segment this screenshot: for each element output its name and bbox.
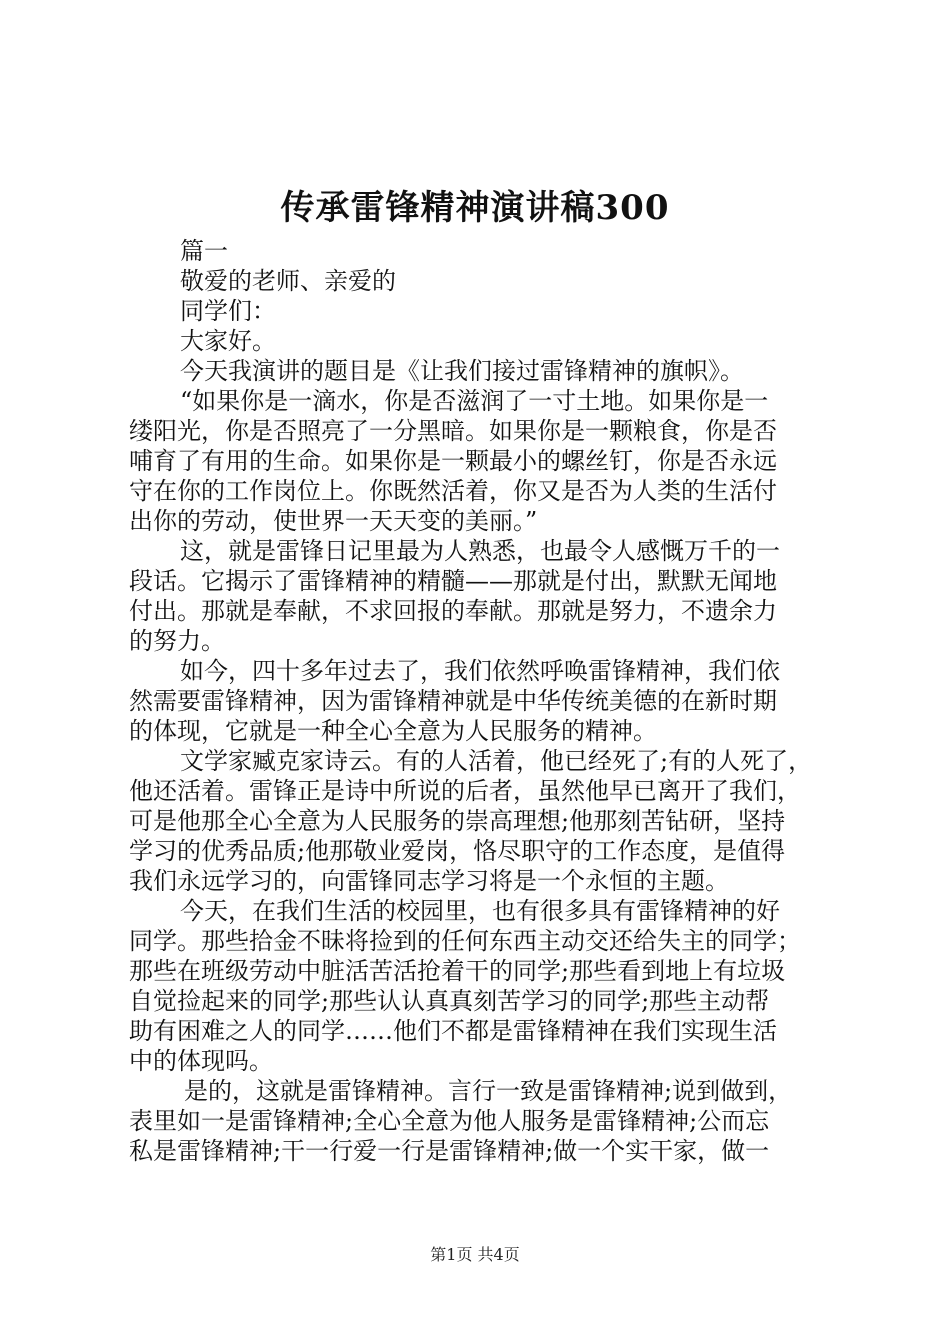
- text-line: 助有困难之人的同学……他们不都是雷锋精神在我们实现生活: [129, 1017, 777, 1045]
- text-line: 付出。那就是奉献，不求回报的奉献。那就是努力，不遗余力: [129, 597, 777, 625]
- text-line: 自觉捡起来的同学;那些认认真真刻苦学习的同学;那些主动帮: [129, 987, 770, 1015]
- text-line: 大家好。: [180, 327, 276, 355]
- text-line: 那些在班级劳动中脏活苦活抢着干的同学;那些看到地上有垃圾: [129, 957, 786, 985]
- text-line: 今天我演讲的题目是《让我们接过雷锋精神的旗帜》。: [180, 357, 744, 385]
- text-line: 他还活着。雷锋正是诗中所说的后者，虽然他早已离开了我们，: [129, 777, 801, 805]
- text-line: 篇一: [180, 237, 228, 265]
- text-line: 的体现，它就是一种全心全意为人民服务的精神。: [129, 717, 657, 745]
- text-line: 我们永远学习的，向雷锋同志学习将是一个永恒的主题。: [129, 867, 729, 895]
- document-title: 传承雷锋精神演讲稿300: [280, 188, 670, 228]
- text-line: 的努力。: [129, 627, 225, 655]
- text-line: 敬爱的老师、亲爱的: [180, 267, 396, 295]
- text-line: 缕阳光，你是否照亮了一分黑暗。如果你是一颗粮食，你是否: [129, 417, 777, 445]
- text-line: 哺育了有用的生命。如果你是一颗最小的螺丝钉，你是否永远: [129, 447, 777, 475]
- text-line: 同学们：: [180, 297, 276, 325]
- text-line: 私是雷锋精神;干一行爱一行是雷锋精神;做一个实干家，做一: [129, 1137, 770, 1165]
- text-line: 表里如一是雷锋精神;全心全意为他人服务是雷锋精神;公而忘: [129, 1107, 770, 1135]
- text-line: 学习的优秀品质;他那敬业爱岗，恪尽职守的工作态度，是值得: [129, 837, 786, 865]
- text-line: 中的体现吗。: [129, 1047, 273, 1075]
- text-line: 可是他那全心全意为人民服务的崇高理想;他那刻苦钻研，坚持: [129, 807, 786, 835]
- text-line: 然需要雷锋精神，因为雷锋精神就是中华传统美德的在新时期: [129, 687, 777, 715]
- text-line: 段话。它揭示了雷锋精神的精髓——那就是付出，默默无闻地: [129, 567, 777, 595]
- text-line: 守在你的工作岗位上。你既然活着，你又是否为人类的生活付: [129, 477, 777, 505]
- text-line: 文学家臧克家诗云。有的人活着，他已经死了;有的人死了，: [180, 747, 813, 775]
- text-line: 是的，这就是雷锋精神。言行一致是雷锋精神;说到做到，: [184, 1077, 793, 1105]
- text-line: 同学。那些拾金不昧将捡到的任何东西主动交还给失主的同学；: [129, 927, 801, 955]
- text-line: 这，就是雷锋日记里最为人熟悉，也最令人感慨万千的一: [180, 537, 780, 565]
- text-line: 出你的劳动，使世界一天天变的美丽。”: [129, 507, 538, 535]
- page-footer: 第1页 共4页: [430, 1245, 520, 1264]
- text-line: “如果你是一滴水，你是否滋润了一寸土地。如果你是一: [180, 387, 769, 415]
- text-line: 今天，在我们生活的校园里，也有很多具有雷锋精神的好: [180, 897, 780, 925]
- text-line: 如今，四十多年过去了，我们依然呼唤雷锋精神，我们依: [180, 657, 780, 685]
- document-body: [129, 236, 829, 1166]
